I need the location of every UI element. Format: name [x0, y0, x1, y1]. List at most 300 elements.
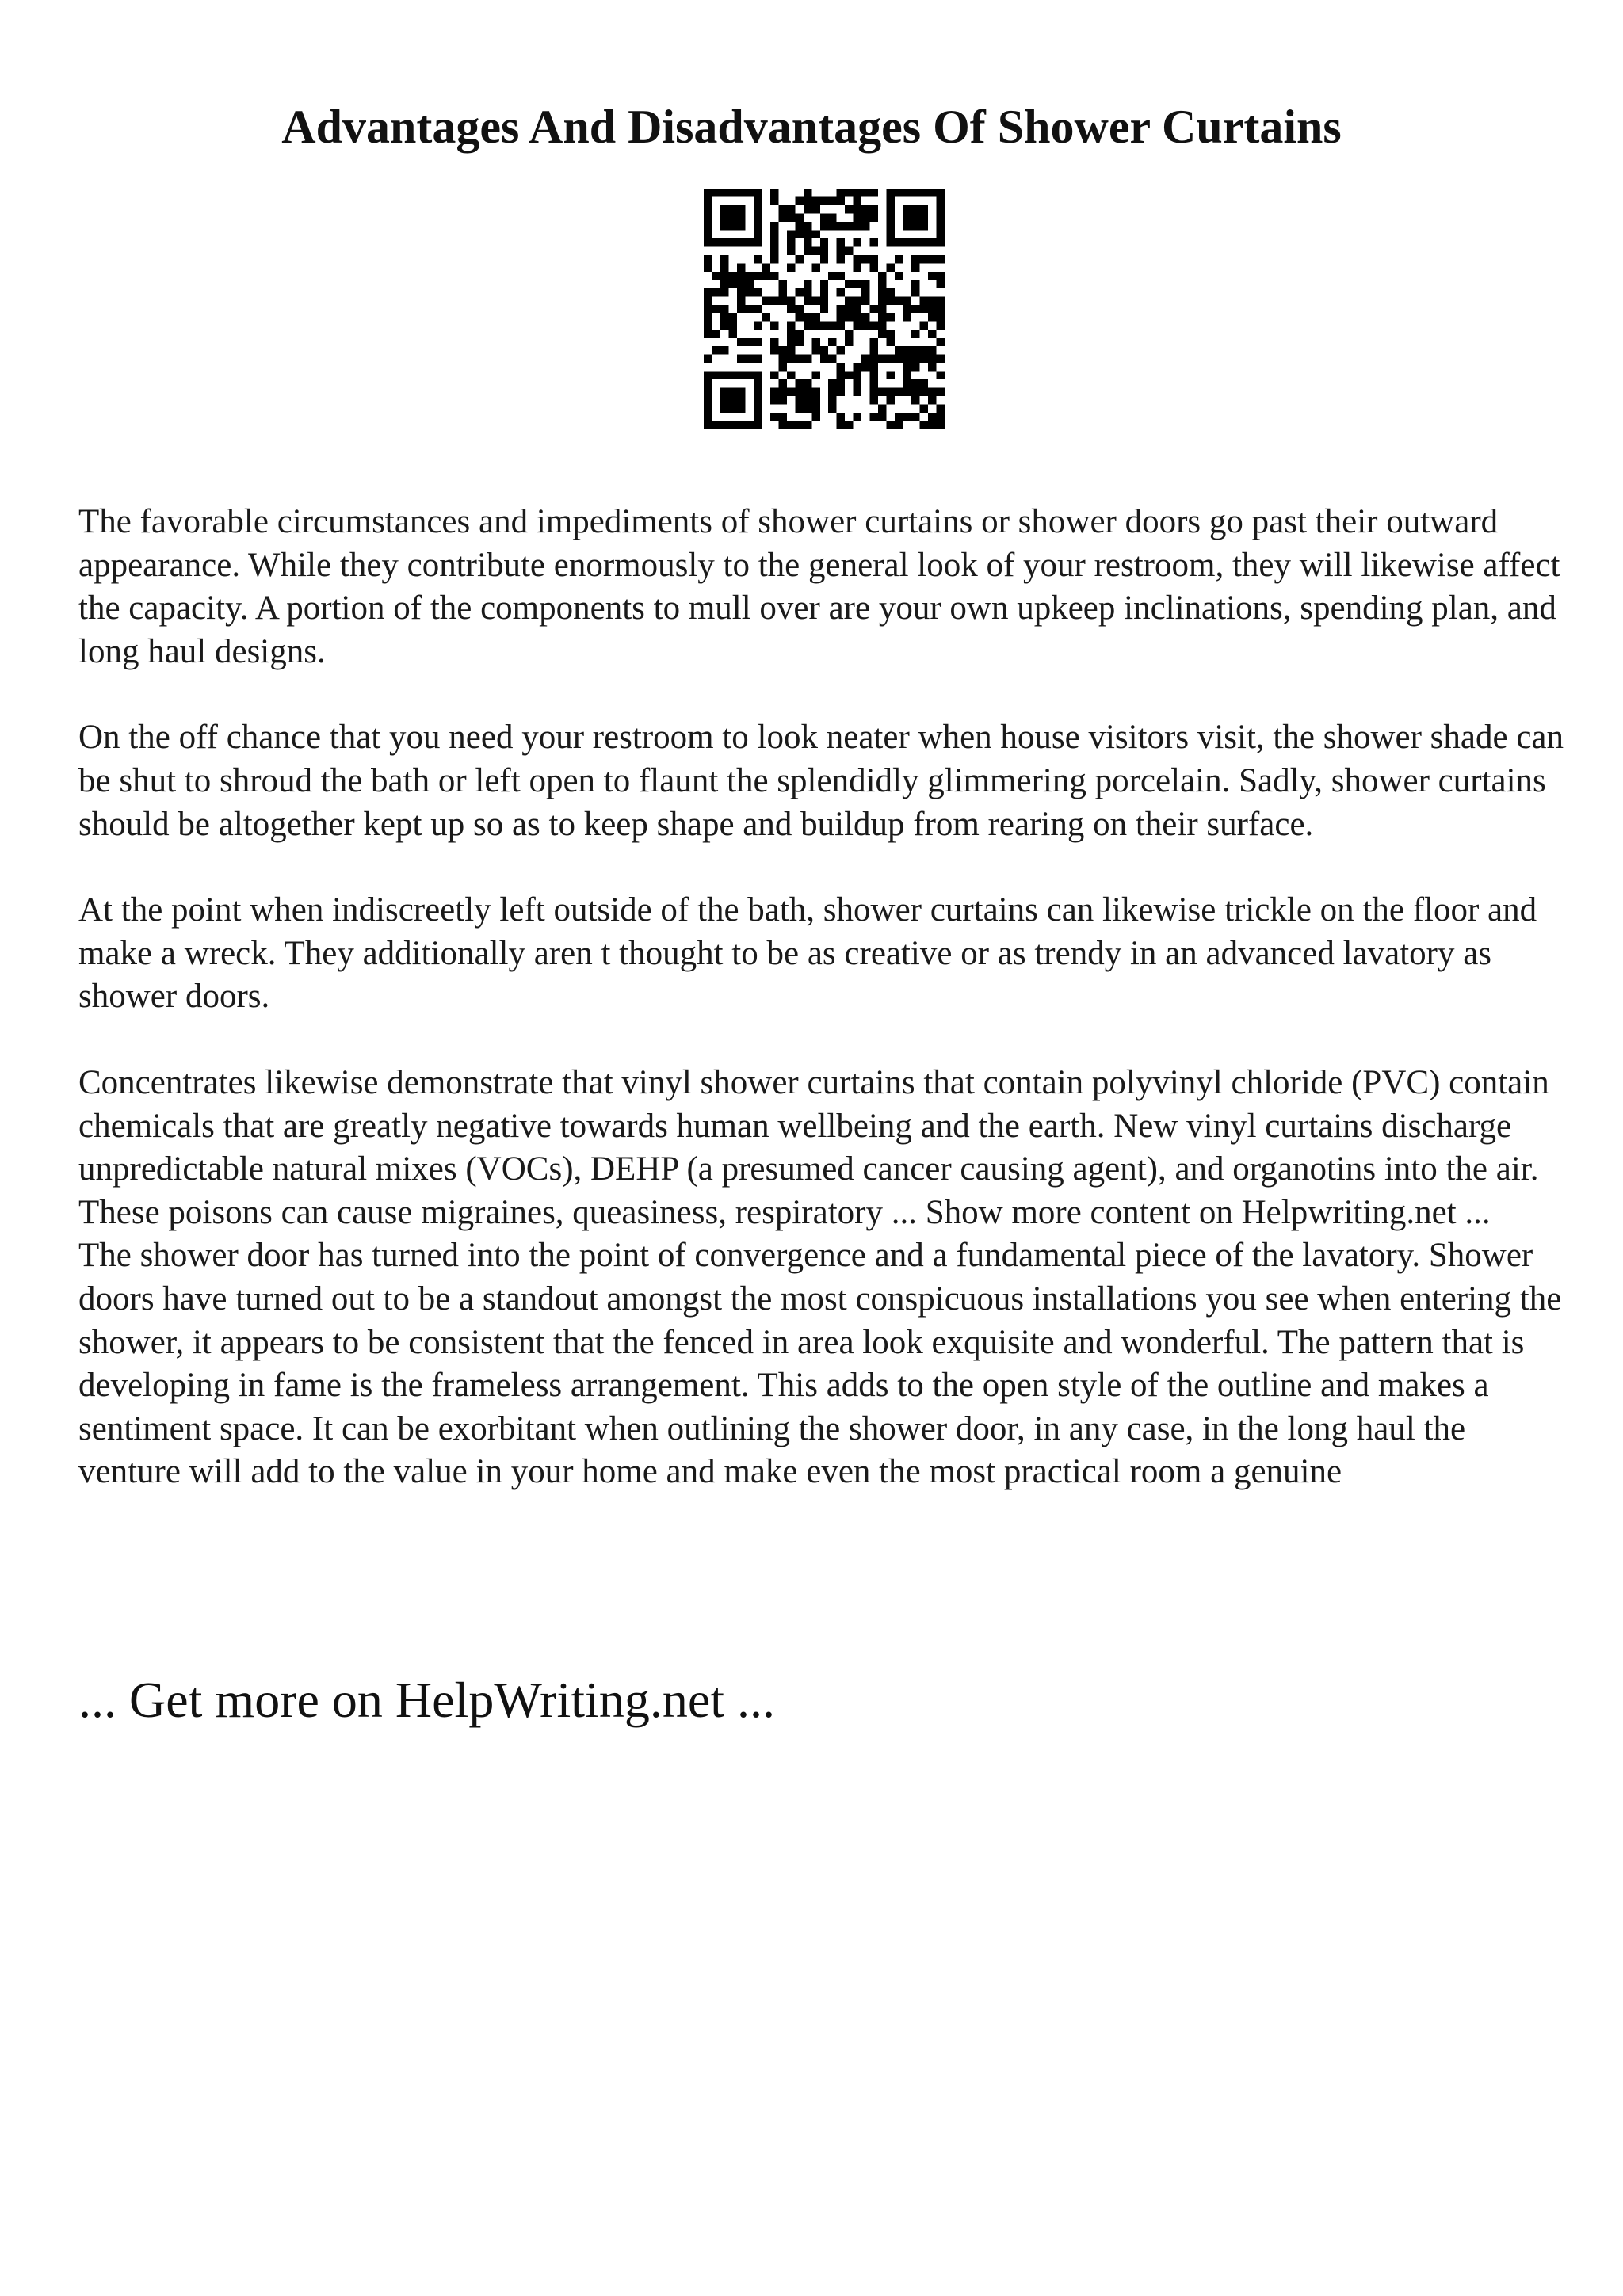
qr-module — [854, 280, 861, 288]
qr-module — [754, 189, 762, 196]
qr-module — [804, 355, 812, 363]
qr-module — [878, 405, 886, 413]
qr-module — [804, 280, 812, 288]
qr-module — [770, 322, 778, 330]
qr-module — [745, 372, 753, 379]
qr-module — [895, 413, 903, 421]
qr-module — [712, 238, 720, 246]
qr-module — [754, 405, 762, 413]
qr-module — [754, 213, 762, 221]
qr-module — [870, 263, 878, 271]
qr-module — [787, 355, 795, 363]
qr-module — [712, 288, 720, 296]
qr-module — [804, 288, 812, 296]
qr-module — [887, 205, 895, 213]
qr-module — [937, 313, 945, 321]
qr-module — [745, 305, 753, 313]
qr-module — [828, 388, 836, 396]
qr-module — [903, 189, 911, 196]
qr-module — [795, 305, 803, 313]
qr-module — [845, 313, 853, 321]
qr-module — [820, 196, 828, 204]
qr-module — [911, 396, 919, 404]
qr-module — [754, 421, 762, 429]
paragraph-4: Concentrates likewise demonstrate that vinyl shower curtains that contain polyvinyl chloride (PVC) contain chemicals that are greatly negative towards human wellbeing and the earth. New vinyl curtains discharge unpredictable natural mixes (VOCs), DEHP (a presumed cancer causing agent), and organotins into the air. These poisons can cause migraines, queasiness, respiratory ... Show more content on Helpwriting.net ... — [78, 1063, 1549, 1231]
qr-module — [837, 363, 845, 371]
qr-module — [887, 388, 895, 396]
qr-module — [820, 322, 828, 330]
qr-module — [878, 413, 886, 421]
qr-module — [854, 296, 861, 304]
qr-module — [920, 189, 928, 196]
qr-module — [778, 388, 786, 396]
qr-module — [928, 305, 936, 313]
qr-module — [861, 355, 869, 363]
qr-module — [937, 405, 945, 413]
qr-module — [845, 421, 853, 429]
get-more-link[interactable]: ... Get more on HelpWriting.net ... — [78, 1672, 775, 1728]
qr-module — [770, 346, 778, 354]
qr-module — [754, 288, 762, 296]
qr-module — [754, 196, 762, 204]
qr-module — [745, 280, 753, 288]
qr-module — [812, 405, 819, 413]
qr-module — [770, 396, 778, 404]
qr-module — [812, 246, 819, 254]
qr-module — [911, 205, 919, 213]
qr-module — [704, 263, 712, 271]
qr-module — [804, 322, 812, 330]
qr-module — [812, 413, 819, 421]
qr-module — [737, 396, 745, 404]
qr-module — [704, 296, 712, 304]
qr-module — [804, 421, 812, 429]
qr-module — [720, 405, 728, 413]
qr-module — [778, 280, 786, 288]
qr-module — [878, 355, 886, 363]
qr-module — [870, 363, 878, 371]
qr-module — [878, 388, 886, 396]
qr-code-icon — [704, 189, 945, 429]
qr-module — [754, 413, 762, 421]
qr-module — [762, 313, 769, 321]
qr-module — [720, 255, 728, 263]
qr-module — [870, 255, 878, 263]
qr-module — [911, 213, 919, 221]
qr-module — [911, 363, 919, 371]
qr-module — [820, 355, 828, 363]
qr-module — [787, 330, 795, 338]
qr-module — [837, 189, 845, 196]
qr-module — [928, 238, 936, 246]
qr-module — [878, 296, 886, 304]
qr-module — [795, 196, 803, 204]
qr-module — [903, 313, 911, 321]
qr-module — [737, 213, 745, 221]
qr-module — [911, 413, 919, 421]
qr-module — [720, 396, 728, 404]
qr-module — [870, 322, 878, 330]
qr-module — [870, 189, 878, 196]
qr-module — [804, 296, 812, 304]
qr-module — [937, 213, 945, 221]
qr-module — [887, 196, 895, 204]
qr-module — [828, 405, 836, 413]
qr-module — [778, 205, 786, 213]
qr-module — [887, 355, 895, 363]
qr-module — [911, 288, 919, 296]
qr-module — [804, 396, 812, 404]
qr-module — [845, 338, 853, 346]
qr-module — [820, 246, 828, 254]
qr-module — [895, 255, 903, 263]
qr-module — [754, 222, 762, 230]
qr-module — [754, 238, 762, 246]
qr-module — [795, 222, 803, 230]
qr-module — [754, 372, 762, 379]
qr-module — [720, 205, 728, 213]
qr-module — [820, 213, 828, 221]
qr-module — [887, 213, 895, 221]
qr-module — [937, 205, 945, 213]
qr-module — [920, 355, 928, 363]
qr-module — [870, 372, 878, 379]
qr-module — [745, 272, 753, 280]
qr-module — [887, 396, 895, 404]
qr-module — [812, 205, 819, 213]
qr-module — [704, 230, 712, 238]
qr-module — [770, 338, 778, 346]
qr-module — [728, 205, 736, 213]
qr-module — [854, 313, 861, 321]
qr-module — [795, 230, 803, 238]
qr-module — [854, 388, 861, 396]
qr-module — [754, 396, 762, 404]
qr-module — [920, 346, 928, 354]
qr-module — [795, 379, 803, 387]
qr-module — [795, 338, 803, 346]
qr-module — [704, 396, 712, 404]
qr-module — [887, 263, 895, 271]
qr-module — [770, 238, 778, 246]
qr-module — [878, 330, 886, 338]
qr-module — [762, 272, 769, 280]
qr-module — [754, 255, 762, 263]
qr-module — [795, 405, 803, 413]
qr-module — [911, 305, 919, 313]
qr-module — [928, 189, 936, 196]
qr-code-graphic — [704, 189, 945, 429]
qr-module — [911, 388, 919, 396]
qr-module — [920, 213, 928, 221]
qr-module — [770, 372, 778, 379]
qr-module — [861, 363, 869, 371]
qr-module — [745, 189, 753, 196]
qr-module — [870, 413, 878, 421]
qr-module — [903, 388, 911, 396]
qr-module — [704, 322, 712, 330]
qr-module — [820, 238, 828, 246]
qr-module — [854, 372, 861, 379]
qr-module — [787, 388, 795, 396]
qr-module — [712, 346, 720, 354]
qr-module — [728, 405, 736, 413]
qr-module — [920, 296, 928, 304]
qr-module — [895, 421, 903, 429]
qr-module — [704, 213, 712, 221]
qr-module — [887, 288, 895, 296]
qr-module — [704, 196, 712, 204]
qr-module — [837, 421, 845, 429]
qr-module — [854, 213, 861, 221]
qr-module — [745, 338, 753, 346]
qr-module — [737, 388, 745, 396]
qr-module — [778, 379, 786, 387]
qr-module — [812, 230, 819, 238]
qr-module — [895, 346, 903, 354]
qr-module — [795, 255, 803, 263]
qr-module — [911, 355, 919, 363]
qr-module — [712, 372, 720, 379]
qr-module — [720, 322, 728, 330]
qr-module — [887, 421, 895, 429]
qr-module — [903, 372, 911, 379]
qr-module — [903, 346, 911, 354]
qr-module — [928, 413, 936, 421]
qr-module — [754, 355, 762, 363]
qr-module — [920, 405, 928, 413]
qr-module — [770, 246, 778, 254]
qr-module — [795, 313, 803, 321]
qr-module — [704, 421, 712, 429]
qr-module — [737, 421, 745, 429]
qr-module — [878, 272, 886, 280]
qr-module — [870, 379, 878, 387]
paragraph-3: At the point when indiscreetly left outside of the bath, shower curtains can likewise trickle on the floor and make a wreck. They additionally aren t thought to be as creative or as trendy in an advanced lavatory as shower doors. — [78, 891, 1537, 1016]
qr-module — [920, 421, 928, 429]
qr-module — [870, 238, 878, 246]
qr-module — [804, 189, 812, 196]
qr-module — [937, 296, 945, 304]
qr-module — [728, 421, 736, 429]
qr-module — [804, 205, 812, 213]
qr-module — [787, 305, 795, 313]
qr-module — [770, 296, 778, 304]
qr-module — [704, 222, 712, 230]
qr-module — [911, 238, 919, 246]
qr-module — [787, 238, 795, 246]
qr-module — [770, 222, 778, 230]
qr-module — [812, 263, 819, 271]
qr-module — [845, 296, 853, 304]
qr-module — [878, 280, 886, 288]
qr-module — [820, 296, 828, 304]
qr-module — [720, 280, 728, 288]
qr-module — [937, 230, 945, 238]
qr-module — [728, 280, 736, 288]
qr-module — [804, 222, 812, 230]
qr-module — [812, 338, 819, 346]
qr-module — [820, 222, 828, 230]
qr-module — [911, 255, 919, 263]
qr-module — [911, 330, 919, 338]
qr-module — [878, 313, 886, 321]
qr-module — [903, 213, 911, 221]
qr-module — [778, 363, 786, 371]
qr-module — [720, 222, 728, 230]
qr-module — [837, 238, 845, 246]
qr-module — [887, 222, 895, 230]
qr-module — [804, 230, 812, 238]
qr-module — [720, 272, 728, 280]
qr-module — [903, 413, 911, 421]
qr-module — [887, 330, 895, 338]
qr-module — [787, 338, 795, 346]
qr-module — [820, 288, 828, 296]
qr-module — [937, 222, 945, 230]
qr-module — [804, 379, 812, 387]
qr-module — [828, 213, 836, 221]
qr-module — [895, 355, 903, 363]
qr-module — [837, 346, 845, 354]
qr-module — [861, 288, 869, 296]
qr-module — [911, 263, 919, 271]
qr-module — [920, 305, 928, 313]
qr-module — [795, 396, 803, 404]
qr-module — [804, 246, 812, 254]
qr-module — [903, 296, 911, 304]
qr-module — [704, 313, 712, 321]
qr-module — [728, 313, 736, 321]
qr-module — [770, 196, 778, 204]
qr-module — [887, 189, 895, 196]
qr-module — [845, 330, 853, 338]
qr-module — [728, 388, 736, 396]
qr-module — [861, 322, 869, 330]
qr-module — [770, 255, 778, 263]
qr-module — [887, 296, 895, 304]
qr-module — [804, 388, 812, 396]
qr-module — [737, 263, 745, 271]
qr-module — [745, 288, 753, 296]
qr-module — [854, 205, 861, 213]
qr-module — [812, 372, 819, 379]
qr-module — [770, 272, 778, 280]
qr-module — [837, 196, 845, 204]
qr-module — [720, 313, 728, 321]
qr-module — [837, 372, 845, 379]
qr-module — [720, 372, 728, 379]
qr-module — [861, 280, 869, 288]
qr-module — [820, 305, 828, 313]
qr-module — [870, 205, 878, 213]
qr-module — [745, 355, 753, 363]
qr-module — [861, 255, 869, 263]
qr-module — [720, 305, 728, 313]
qr-module — [937, 196, 945, 204]
qr-module — [845, 246, 853, 254]
qr-module — [787, 263, 795, 271]
qr-module — [754, 305, 762, 313]
qr-module — [937, 272, 945, 280]
qr-module — [728, 372, 736, 379]
qr-module — [870, 338, 878, 346]
qr-module — [937, 280, 945, 288]
qr-module — [770, 413, 778, 421]
qr-module — [878, 305, 886, 313]
qr-module — [720, 213, 728, 221]
qr-module — [745, 238, 753, 246]
qr-module — [887, 338, 895, 346]
qr-module — [820, 280, 828, 288]
qr-module — [928, 363, 936, 371]
qr-module — [762, 263, 769, 271]
qr-module — [754, 379, 762, 387]
qr-module — [820, 255, 828, 263]
qr-module — [828, 338, 836, 346]
qr-module — [870, 396, 878, 404]
qr-module — [920, 388, 928, 396]
qr-module — [754, 205, 762, 213]
qr-module — [720, 189, 728, 196]
qr-module — [937, 421, 945, 429]
qr-module — [937, 305, 945, 313]
qr-module — [704, 330, 712, 338]
qr-module — [787, 296, 795, 304]
qr-module — [837, 379, 845, 387]
qr-module — [770, 189, 778, 196]
qr-module — [770, 388, 778, 396]
qr-module — [920, 255, 928, 263]
qr-module — [704, 379, 712, 387]
qr-module — [828, 379, 836, 387]
qr-module — [903, 363, 911, 371]
qr-module — [920, 322, 928, 330]
qr-module — [795, 213, 803, 221]
qr-module — [854, 363, 861, 371]
qr-module — [737, 272, 745, 280]
qr-module — [861, 189, 869, 196]
qr-module — [928, 421, 936, 429]
qr-module — [911, 222, 919, 230]
qr-module — [845, 372, 853, 379]
qr-module — [854, 189, 861, 196]
paragraph-5: The shower door has turned into the point of convergence and a fundamental piece of the lavatory. Shower doors have turned out to be a standout amongst the most conspicuous installations you see when entering the shower, it appears to be consistent that the fenced in area look exquisite and wonderful. The pattern that is developing in fame is the frameless arrangement. This adds to the open style of the outline and makes a sentiment space. It can be exorbitant when outlining the shower door, in any case, in the long haul the venture will add to the value in your home and make even the most practical room a genuine — [78, 1237, 1562, 1491]
qr-module — [804, 405, 812, 413]
qr-module — [928, 330, 936, 338]
qr-module — [828, 355, 836, 363]
qr-module — [920, 222, 928, 230]
qr-module — [728, 213, 736, 221]
qr-module — [911, 379, 919, 387]
qr-module — [804, 196, 812, 204]
qr-module — [854, 413, 861, 421]
qr-module — [704, 405, 712, 413]
qr-module — [704, 205, 712, 213]
qr-module — [870, 346, 878, 354]
qr-module — [787, 230, 795, 238]
qr-module — [920, 379, 928, 387]
qr-module — [704, 255, 712, 263]
qr-module — [712, 305, 720, 313]
qr-module — [737, 338, 745, 346]
qr-module — [787, 213, 795, 221]
qr-module — [720, 346, 728, 354]
qr-module — [737, 189, 745, 196]
qr-module — [787, 346, 795, 354]
qr-module — [854, 255, 861, 263]
qr-module — [887, 313, 895, 321]
